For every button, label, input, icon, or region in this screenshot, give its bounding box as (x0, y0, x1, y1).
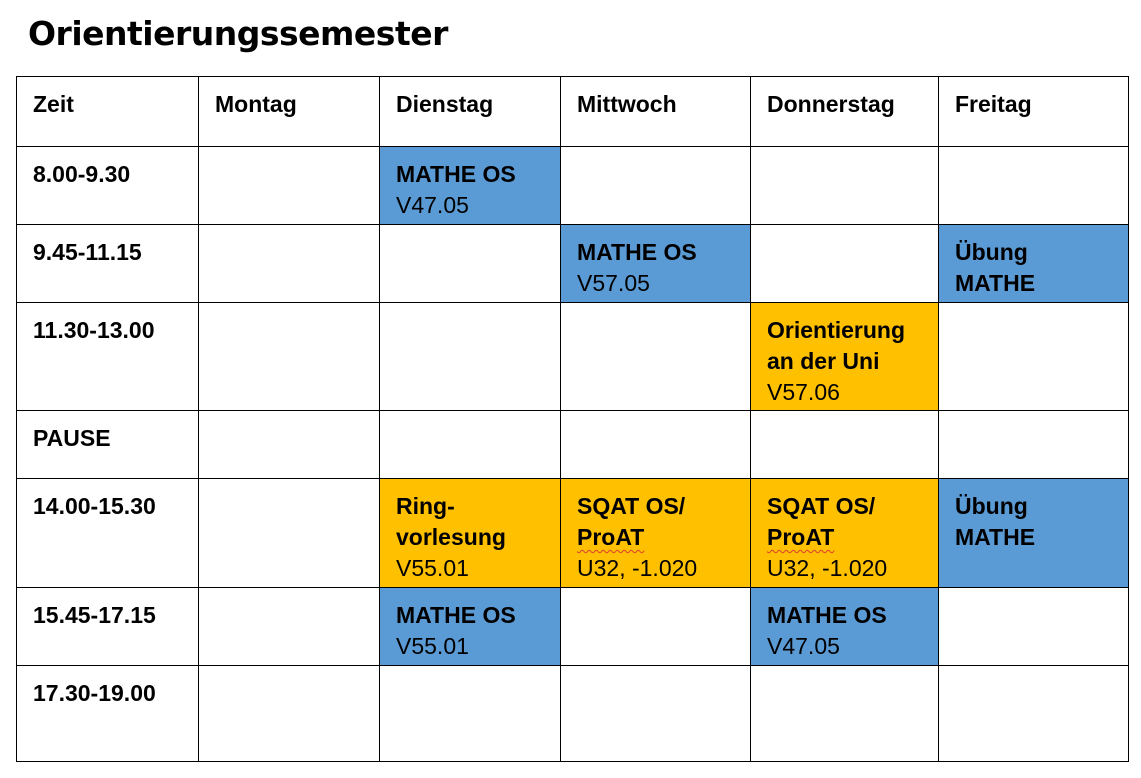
course-cell[interactable] (939, 225, 1129, 303)
course-cell[interactable] (751, 303, 939, 411)
slot-cell (939, 666, 1129, 762)
slot-cell (380, 411, 561, 479)
course-name-spellcheck: ProAT (577, 524, 645, 550)
slot-cell (561, 147, 751, 225)
course-cell[interactable] (380, 479, 561, 588)
slot-cell (561, 303, 751, 411)
time-cell: PAUSE (17, 411, 199, 479)
course-name-spellcheck: ProAT (767, 524, 835, 550)
slot-cell (199, 588, 380, 666)
slot-cell (751, 411, 939, 479)
course-name: MATHE (955, 270, 1036, 296)
time-cell: 11.30-13.00 (17, 303, 199, 411)
course-name: Ring- (396, 493, 455, 519)
slot-cell (199, 225, 380, 303)
time-cell: 9.45-11.15 (17, 225, 199, 303)
slot-cell (199, 666, 380, 762)
slot-cell (939, 147, 1129, 225)
course-cell[interactable] (380, 147, 561, 225)
slot-cell (751, 147, 939, 225)
course-name: SQAT OS/ (577, 493, 686, 519)
course-name: MATHE OS (396, 602, 516, 628)
course-name: SQAT OS/ (767, 493, 876, 519)
header-mittwoch: Mittwoch (561, 77, 751, 147)
room-label: V47.05 (767, 633, 840, 659)
course-cell[interactable] (561, 225, 751, 303)
course-cell[interactable] (751, 479, 939, 588)
course-cell[interactable] (751, 588, 939, 666)
slot-cell (199, 411, 380, 479)
slot-cell (380, 303, 561, 411)
room-label: V47.05 (396, 192, 469, 218)
slot-cell (199, 479, 380, 588)
course-name: MATHE (955, 524, 1036, 550)
course-cell[interactable] (939, 479, 1129, 588)
room-label: V55.01 (396, 555, 469, 581)
slot-cell (939, 588, 1129, 666)
time-cell: 15.45-17.15 (17, 588, 199, 666)
time-cell: 14.00-15.30 (17, 479, 199, 588)
room-label: V57.06 (767, 379, 840, 405)
course-name: vorlesung (396, 524, 506, 550)
header-dienstag: Dienstag (380, 77, 561, 147)
table-row (17, 147, 1129, 225)
course-name: MATHE OS (577, 239, 697, 265)
course-name: Orientierung (767, 317, 906, 343)
room-label: V57.05 (577, 270, 650, 296)
course-name: an der Uni (767, 348, 880, 374)
course-cell[interactable] (561, 479, 751, 588)
course-cell[interactable] (380, 588, 561, 666)
room-label: U32, -1.020 (767, 555, 888, 581)
table-row (17, 479, 1129, 588)
header-row (17, 77, 1129, 147)
header-zeit: Zeit (17, 77, 199, 147)
course-name: MATHE OS (767, 602, 887, 628)
table-row (17, 588, 1129, 666)
header-donnerstag: Donnerstag (751, 77, 939, 147)
course-name: Übung (955, 239, 1028, 265)
slot-cell (380, 666, 561, 762)
table-row (17, 225, 1129, 303)
page-title: Orientierungssemester (28, 14, 448, 53)
course-name: Übung (955, 493, 1028, 519)
time-cell: 17.30-19.00 (17, 666, 199, 762)
slot-cell (939, 303, 1129, 411)
slot-cell (751, 666, 939, 762)
timetable (16, 76, 1129, 762)
slot-cell (380, 225, 561, 303)
course-name (767, 522, 928, 553)
table-row (17, 303, 1129, 411)
room-label: V55.01 (396, 633, 469, 659)
room-label: U32, -1.020 (577, 555, 698, 581)
slot-cell (561, 411, 751, 479)
table-row (17, 666, 1129, 762)
slot-cell (199, 147, 380, 225)
slot-cell (561, 588, 751, 666)
slot-cell (939, 411, 1129, 479)
slot-cell (751, 225, 939, 303)
course-name (577, 522, 740, 553)
header-freitag: Freitag (939, 77, 1129, 147)
time-cell: 8.00-9.30 (17, 147, 199, 225)
header-montag: Montag (199, 77, 380, 147)
slot-cell (561, 666, 751, 762)
table-row (17, 411, 1129, 479)
slot-cell (199, 303, 380, 411)
course-name: MATHE OS (396, 161, 516, 187)
